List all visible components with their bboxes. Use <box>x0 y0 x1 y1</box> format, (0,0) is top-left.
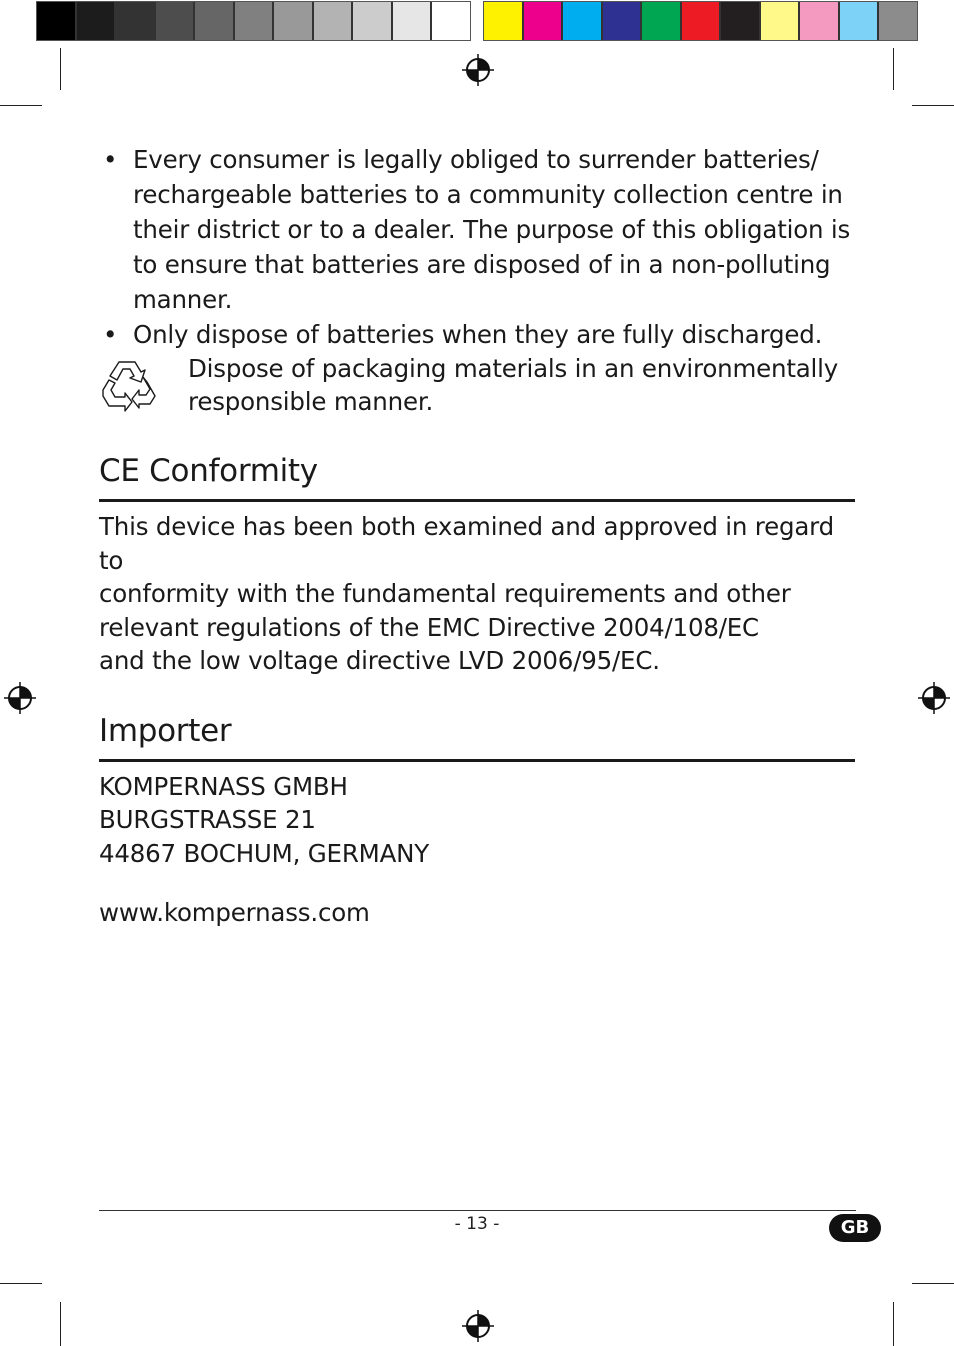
text-line: This device has been both examined and approved in regard to <box>99 512 834 575</box>
list-item <box>99 142 859 317</box>
crop-mark <box>0 105 42 106</box>
process-color-bar <box>483 1 918 41</box>
gray-swatch <box>156 2 196 40</box>
website-link[interactable]: www.kompernass.com <box>99 898 370 927</box>
list-item <box>99 317 859 352</box>
color-swatch <box>603 2 643 40</box>
footer-divider <box>99 1210 856 1211</box>
section-heading-importer: Importer <box>99 714 855 762</box>
page-number: - 13 - <box>454 1214 500 1234</box>
color-swatch <box>800 2 840 40</box>
crop-mark <box>912 1283 954 1284</box>
gray-swatch <box>314 2 354 40</box>
color-swatch <box>642 2 682 40</box>
importer-address <box>99 770 859 871</box>
packaging-disposal-note <box>99 352 859 418</box>
text-line: relevant regulations of the EMC Directive 2004/108/EC <box>99 612 759 642</box>
gray-swatch <box>116 2 156 40</box>
color-swatch <box>761 2 801 40</box>
crop-mark <box>893 48 894 90</box>
gray-swatch <box>235 2 275 40</box>
crop-mark <box>0 1283 42 1284</box>
color-swatch <box>563 2 603 40</box>
gray-swatch <box>393 2 433 40</box>
registration-mark-icon <box>918 682 950 714</box>
crop-mark <box>893 1302 894 1346</box>
recycle-icon <box>99 356 159 412</box>
color-swatch <box>524 2 564 40</box>
address-line: KOMPERNASS GMBH <box>99 771 348 801</box>
registration-mark-icon <box>462 1310 494 1342</box>
color-swatch <box>721 2 761 40</box>
bullet-symbol: • <box>103 145 118 174</box>
bullet-text: Only dispose of batteries when they are fully discharged. <box>133 320 823 349</box>
crop-mark <box>60 48 61 90</box>
color-swatch <box>840 2 880 40</box>
language-badge: GB <box>829 1214 881 1242</box>
gray-swatch <box>195 2 235 40</box>
gray-swatch <box>77 2 117 40</box>
gray-swatch <box>37 2 77 40</box>
text-line: and the low voltage directive LVD 2006/95/EC. <box>99 646 660 675</box>
address-line: 44867 BOCHUM, GERMANY <box>99 838 430 868</box>
text-line: conformity with the fundamental requirements and other <box>99 579 791 608</box>
crop-mark <box>60 1302 61 1346</box>
color-swatch <box>484 2 524 40</box>
bullet-symbol: • <box>103 320 118 349</box>
grayscale-color-bar <box>36 1 471 41</box>
section-heading-ce-conformity: CE Conformity <box>99 454 855 502</box>
packaging-text: Dispose of packaging materials in an environmentally responsible manner. <box>188 354 839 416</box>
page-content <box>99 142 859 930</box>
gray-swatch <box>353 2 393 40</box>
ce-conformity-text <box>99 510 859 678</box>
crop-mark <box>912 105 954 106</box>
color-swatch <box>879 2 917 40</box>
gray-swatch <box>432 2 470 40</box>
registration-mark-icon <box>462 54 494 86</box>
registration-mark-icon <box>4 682 36 714</box>
bullet-text: Every consumer is legally obliged to surrender batteries/ rechargeable batteries to a community collection centre in their district or to a dealer. The purpose of this obligation is to ensure that batteries are disposed of in a non-polluting manner. <box>133 145 851 314</box>
gray-swatch <box>274 2 314 40</box>
color-swatch <box>682 2 722 40</box>
address-line: BURGSTRASSE 21 <box>99 805 316 834</box>
